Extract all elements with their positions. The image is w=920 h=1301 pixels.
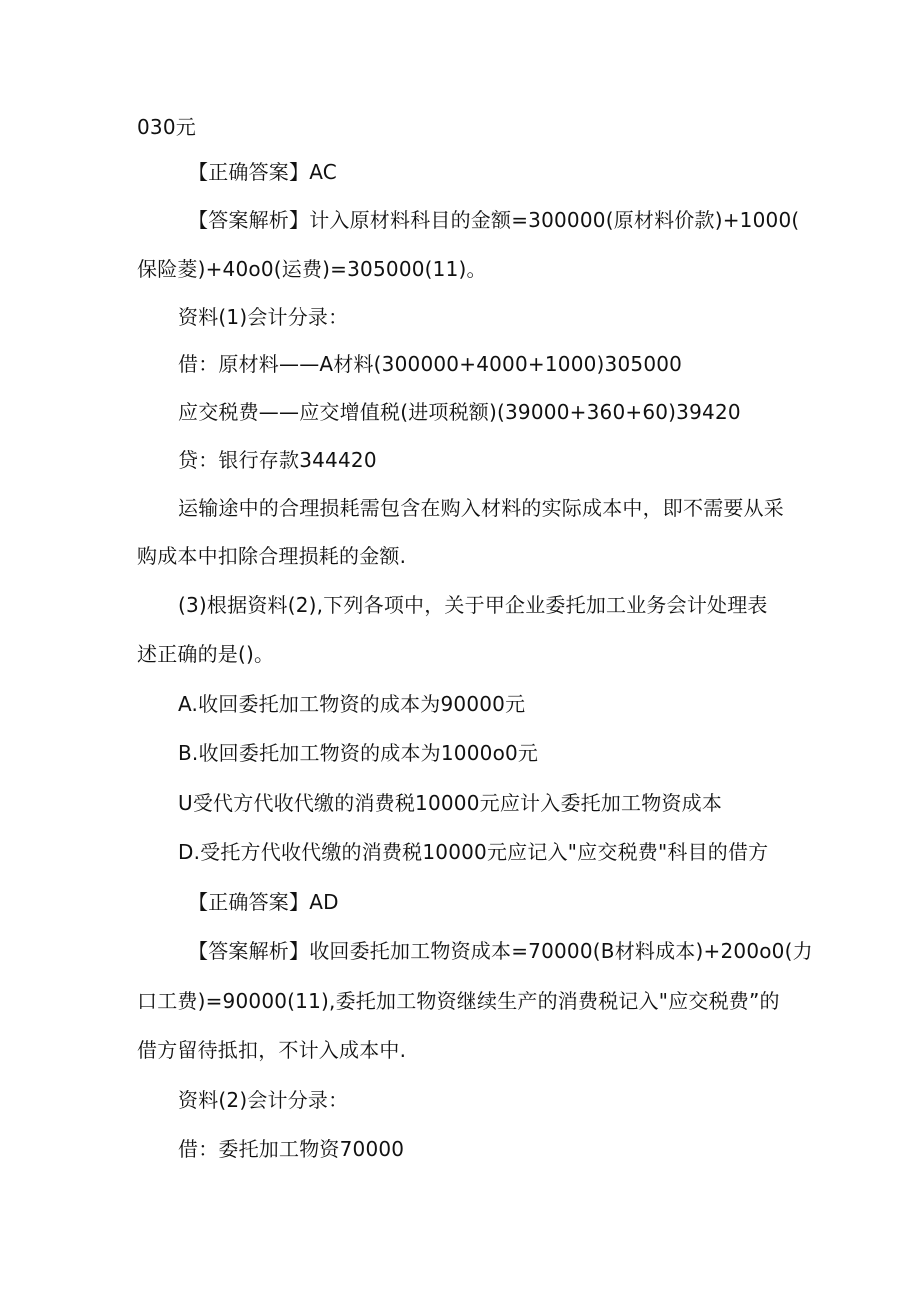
- option-d: D.受托方代收代缴的消费税10000元应记入"应交税费"科目的借方: [178, 840, 769, 864]
- text-line: 口工费)=90000(11),委托加工物资继续生产的消费税记入"应交税费”的: [137, 989, 780, 1013]
- question-stem: 述正确的是()。: [137, 642, 275, 666]
- question-stem: (3)根据资料(2),下列各项中，关于甲企业委托加工业务会计处理表: [178, 593, 768, 617]
- text-line: 借方留待抵扣，不计入成本中.: [137, 1038, 407, 1062]
- answer-analysis: 【答案解析】计入原材料科目的金额=300000(原材料价款)+1000(: [188, 208, 800, 232]
- text-line: 运输途中的合理损耗需包含在购入材料的实际成本中，即不需要从采: [178, 496, 784, 520]
- answer-analysis: 【答案解析】收回委托加工物资成本=70000(B材料成本)+200o0(力: [188, 939, 813, 963]
- option-c: U受代方代收代缴的消费税10000元应计入委托加工物资成本: [178, 791, 723, 815]
- text-line: 购成本中扣除合理损耗的金额.: [137, 544, 407, 568]
- journal-entry: 借：委托加工物资70000: [178, 1137, 405, 1161]
- journal-entry: 应交税费——应交增值税(进项税额)(39000+360+60)39420: [178, 400, 741, 424]
- option-a: A.收回委托加工物资的成本为90000元: [178, 692, 526, 716]
- text-line: 保险菱)+40o0(运费)=305000(11)。: [137, 257, 487, 281]
- journal-entry: 贷：银行存款344420: [178, 448, 377, 472]
- correct-answer-heading: 【正确答案】AD: [188, 890, 339, 914]
- journal-entry: 借：原材料——A材料(300000+4000+1000)305000: [178, 352, 683, 376]
- option-b: B.收回委托加工物资的成本为1000o0元: [178, 741, 539, 765]
- text-line: 资料(1)会计分录：: [178, 305, 349, 329]
- text-line: 030元: [137, 115, 196, 139]
- text-line: 资料(2)会计分录：: [178, 1088, 349, 1112]
- correct-answer-heading: 【正确答案】AC: [188, 160, 337, 184]
